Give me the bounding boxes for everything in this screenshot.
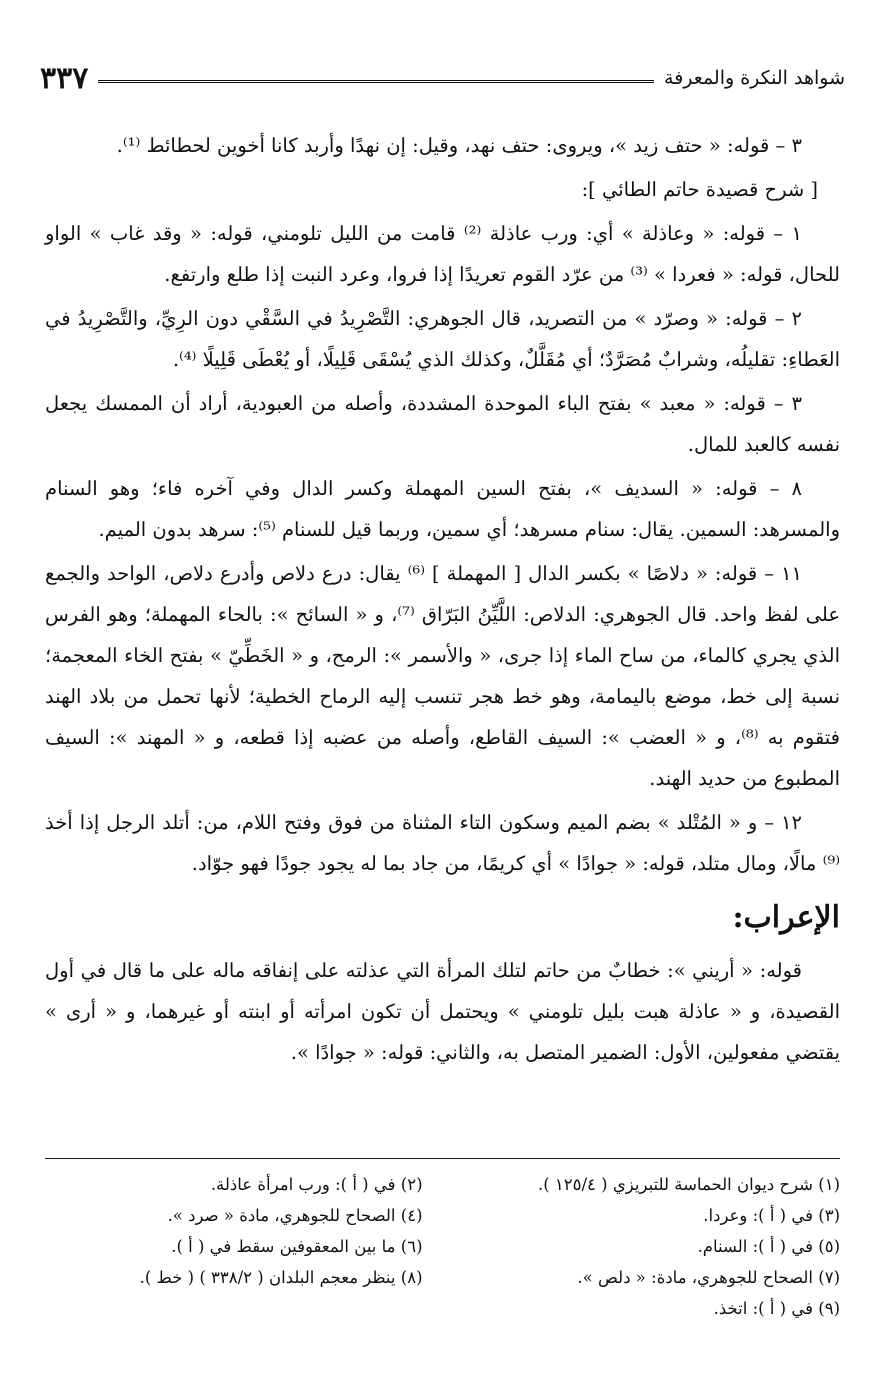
- paragraph: ٣ – قوله: « حتف زيد »، ويروى: حتف نهد، وقيل: إن نهدًا وأربد كانا أخوين لحطائط ⁽¹⁾.: [116, 134, 802, 157]
- paragraph: قوله: « أريني »: خطابٌ من حاتم لتلك المرأة التي عذلته على إنفاقه ماله على ما قال في أول القصيدة، و « عاذلة هبت بليل تلومني » ويحتمل أن تكون امرأته أو ابنته أو غيرهما، و « أرى » يقتضي مفعولين، الأول: الضمير المتصل به، والثاني: قوله: « جوادًا ».: [45, 959, 840, 1064]
- footnote: (٦) ما بين المعقوفين سقط في ( أ ).: [171, 1237, 423, 1256]
- paragraph: ١١ – قوله: « دلاصًا » بكسر الدال [ المهملة ] ⁽⁶⁾ يقال: درع دلاص وأدرع دلاص، الواحد والجمع على لفظ واحد. قال الجوهري: الدلاص: اللَّيِّنُ البَرّاق ⁽⁷⁾، و « السائح »: بالحاء المهملة؛ وهو الفرس الذي يجري كالماء، من ساح الماء إذا جرى، « والأسمر »: الرمح، و « الخَطِّيّ » بفتح الخاء المعجمة؛ نسبة إلى خط، موضع باليمامة، وهو خط هجر تنسب إليه الرماح الخطية؛ لأنها تحمل من بلاد الهند فتقوم به ⁽⁸⁾، و « العضب »: السيف القاطع، وأصله من عضبه إذا قطعه، و « المهند »: السيف المطبوع من حديد الهند.: [45, 562, 840, 790]
- section-heading: [ شرح قصيدة حاتم الطائي ]:: [581, 178, 818, 201]
- page-number: ٣٣٧: [40, 60, 89, 96]
- footnote: (٤) الصحاح للجوهري، مادة « صرد ».: [167, 1206, 423, 1225]
- footnote: (١) شرح ديوان الحماسة للتبريزي ( ١٢٥/٤ ).: [537, 1175, 840, 1194]
- footnote: (٥) في ( أ ): السنام.: [697, 1237, 840, 1256]
- paragraph: ٨ – قوله: « السديف »، بفتح السين المهملة وكسر الدال وفي آخره فاء؛ وهو السنام والمسرهد: السمين. يقال: سنام مسرهد؛ أي سمين، وربما قيل للسنام ⁽⁵⁾: سرهد بدون الميم.: [45, 477, 840, 541]
- footnote: (٨) ينظر معجم البلدان ( ٣٣٨/٢ ) ( خط ).: [139, 1268, 423, 1287]
- paragraph: ١٢ – و « المُتْلد » بضم الميم وسكون التاء المثناة من فوق وفتح اللام، من: أتلد الرجل إذا أخذ ⁽⁹⁾ مالًا، ومال متلد، قوله: « جوادًا » أي كريمًا، من جاد بما له يجود جودًا فهو جوّاد.: [45, 811, 840, 875]
- paragraph: ١ – قوله: « وعاذلة » أي: ورب عاذلة ⁽²⁾ قامت من الليل تلومني، قوله: « وقد غاب » الواو للحال، قوله: « فعردا » ⁽³⁾ من عرّد القوم تعريدًا إذا فروا، وعرد النبت إذا طلع وارتفع.: [45, 222, 840, 286]
- footnote: (٧) الصحاح للجوهري، مادة: « دلص ».: [577, 1268, 840, 1287]
- footnotes: [45, 1158, 840, 1324]
- footnote: (٢) في ( أ ): ورب امرأة عاذلة.: [210, 1175, 423, 1194]
- header-rule: [98, 80, 654, 83]
- page-header: [40, 58, 845, 98]
- main-text: [45, 125, 840, 1076]
- footnote: (٩) في ( أ ): اتخذ.: [713, 1299, 840, 1318]
- section-title: الإعراب:: [732, 900, 840, 935]
- running-title: شواهد النكرة والمعرفة: [664, 67, 845, 89]
- footnote: (٣) في ( أ ): وعردا.: [703, 1206, 840, 1225]
- paragraph: ٣ – قوله: « معبد » بفتح الباء الموحدة المشددة، وأصله من العبودية، أراد أن الممسك يجعل نفسه كالعبد للمال.: [45, 392, 840, 456]
- paragraph: ٢ – قوله: « وصرّد » من التصريد، قال الجوهري: التَّصْرِيدُ في السَّقْي دون الرِيِّ، والتَّصْرِيدُ في العَطاءِ: تقليلُه، وشرابٌ مُصَرَّدٌ؛ أي مُقَلَّلٌ، وكذلك الذي يُسْقَى قَلِيلًا، أو يُعْطَى قَلِيلًا ⁽⁴⁾.: [45, 307, 840, 371]
